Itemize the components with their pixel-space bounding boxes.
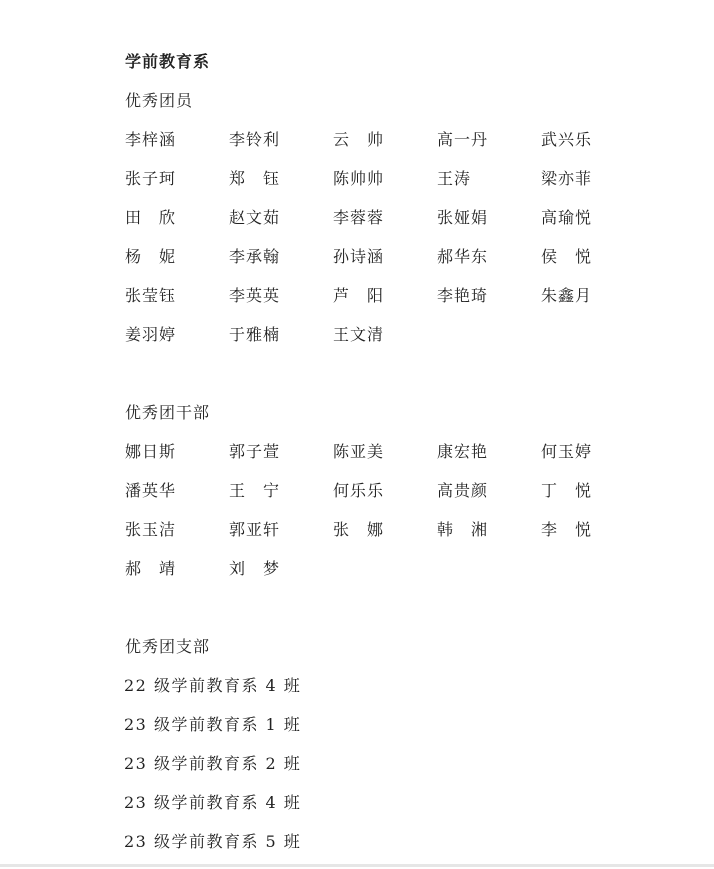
person-name: 姜羽婷: [125, 325, 177, 344]
person-name: 郭亚轩: [229, 520, 281, 539]
person-name: 娜日斯: [125, 442, 177, 461]
cadres-name-grid: [125, 440, 645, 596]
person-name: 潘英华: [125, 481, 177, 500]
branches-list: [124, 674, 301, 869]
person-name: 张子珂: [125, 169, 177, 188]
branch-item: 23 级学前教育系 4 班: [124, 793, 302, 812]
person-name: 田 欣: [125, 208, 177, 227]
person-name: 李 悦: [541, 520, 593, 539]
person-name: 张莹钰: [125, 286, 177, 305]
person-name: 张娅娟: [437, 208, 489, 227]
person-name: 郝 靖: [125, 559, 177, 578]
person-name: 张玉洁: [125, 520, 177, 539]
person-name: 李承翰: [229, 247, 281, 266]
person-name: 郭子萱: [229, 442, 281, 461]
person-name: 芦 阳: [333, 286, 385, 305]
person-name: 丁 悦: [541, 481, 593, 500]
person-name: 李艳琦: [437, 286, 489, 305]
section-title-members: 优秀团员: [125, 91, 194, 110]
person-name: 云 帅: [333, 130, 385, 149]
person-name: 陈亚美: [333, 442, 385, 461]
person-name: 李英英: [229, 286, 281, 305]
person-name: 李蓉蓉: [333, 208, 385, 227]
branch-item: 22 级学前教育系 4 班: [124, 676, 302, 695]
person-name: 侯 悦: [541, 247, 593, 266]
person-name: 孙诗涵: [333, 247, 385, 266]
person-name: 高瑜悦: [541, 208, 593, 227]
person-name: 杨 妮: [125, 247, 177, 266]
person-name: 王涛: [437, 169, 472, 188]
person-name: 张 娜: [333, 520, 385, 539]
person-name: 朱鑫月: [541, 286, 593, 305]
person-name: 刘 梦: [229, 559, 281, 578]
person-name: 高贵颜: [437, 481, 489, 500]
section-title-cadres: 优秀团干部: [125, 403, 211, 422]
person-name: 王 宁: [229, 481, 281, 500]
branch-item: 23 级学前教育系 2 班: [124, 754, 302, 773]
person-name: 于雅楠: [229, 325, 281, 344]
person-name: 陈帅帅: [333, 169, 385, 188]
person-name: 李铃利: [229, 130, 281, 149]
person-name: 梁亦菲: [541, 169, 593, 188]
members-name-grid: [125, 128, 645, 362]
section-title-branches: 优秀团支部: [125, 637, 211, 656]
person-name: 李梓涵: [125, 130, 177, 149]
branch-item: 23 级学前教育系 1 班: [124, 715, 302, 734]
person-name: 王文清: [333, 325, 385, 344]
person-name: 高一丹: [437, 130, 489, 149]
person-name: 赵文茹: [229, 208, 281, 227]
branch-item: 23 级学前教育系 5 班: [124, 832, 302, 851]
person-name: 郑 钰: [229, 169, 281, 188]
person-name: 何乐乐: [333, 481, 385, 500]
person-name: 郝华东: [437, 247, 489, 266]
person-name: 韩 湘: [437, 520, 489, 539]
person-name: 何玉婷: [541, 442, 593, 461]
department-title: 学前教育系: [125, 52, 211, 71]
person-name: 武兴乐: [541, 130, 593, 149]
person-name: 康宏艳: [437, 442, 489, 461]
